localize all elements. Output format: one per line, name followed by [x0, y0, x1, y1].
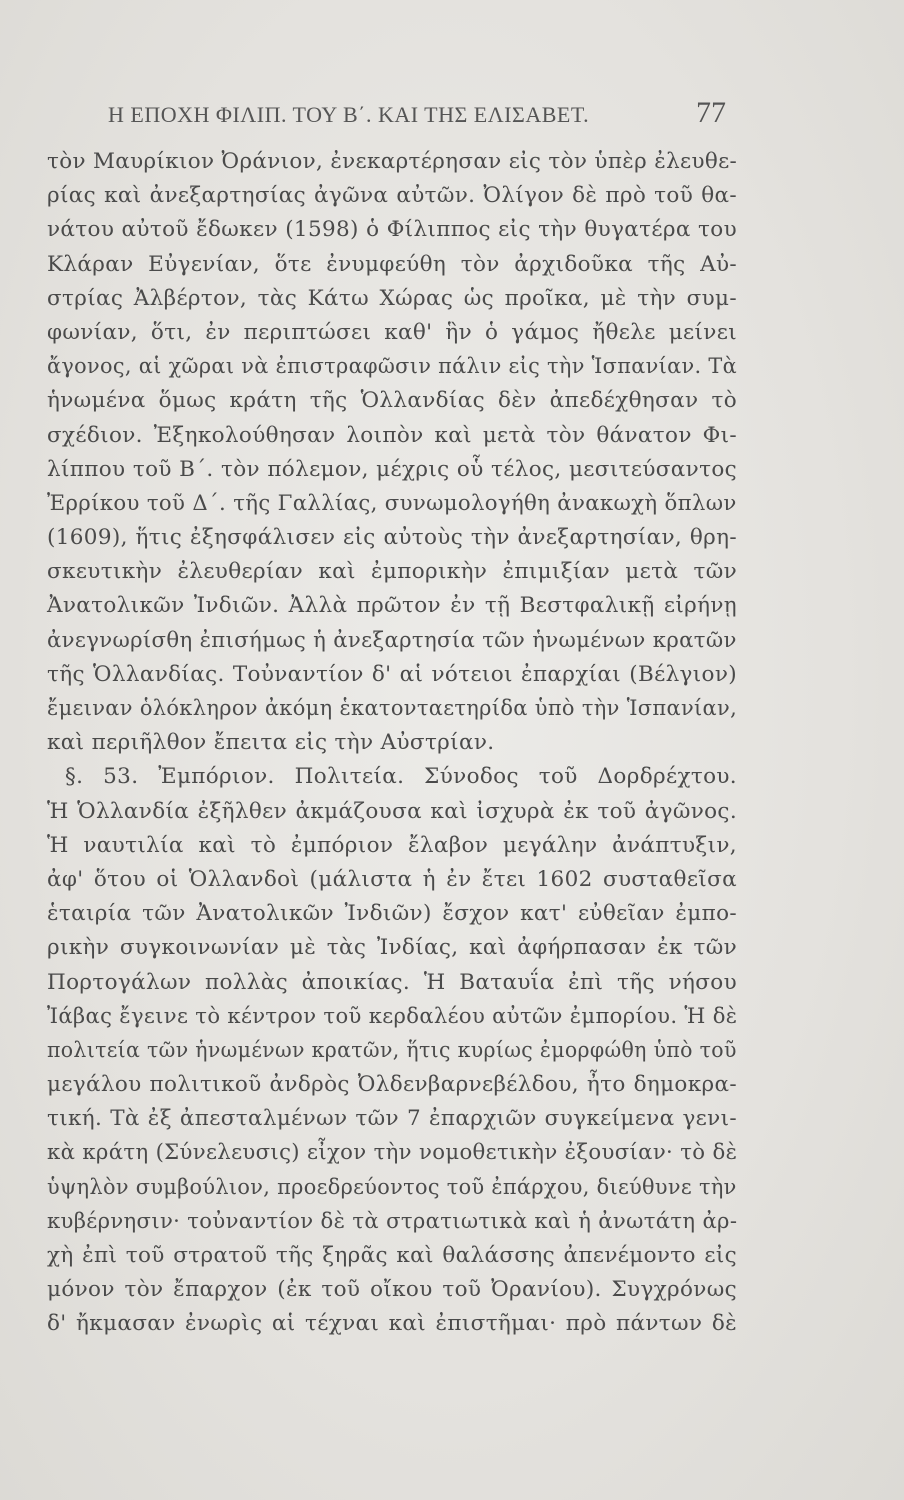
text-line: κυβέρνησιν· τοὐναντίον δὲ τὰ στρατιωτικὰ καὶ ἡ ἀνωτάτη ἀρ-: [47, 1208, 738, 1234]
text-line: ἄγονος, αἱ χῶραι νὰ ἐπιστραφῶσιν πάλιν εἰς τὴν Ἱσπανίαν. Τὰ: [47, 354, 737, 380]
section-heading: §. 53. Ἐμπόριον. Πολιτεία. Σύνοδος τοῦ Δορδρέχτου.: [65, 764, 737, 790]
text-line: δ' ἤκμασαν ἐνωρὶς αἱ τέχναι καὶ ἐπιστῆμαι· πρὸ πάντων δὲ: [47, 1311, 737, 1337]
text-line: ἀφ' ὅτου οἱ Ὁλλανδοὶ (μάλιστα ἡ ἐν ἔτει 1602 συσταθεῖσα: [47, 866, 737, 892]
text-line: λίππου τοῦ Β΄. τὸν πόλεμον, μέχρις οὗ τέλος, μεσιτεύσαντος: [47, 456, 737, 482]
text-line: ἀνεγνωρίσθη ἐπισήμως ἡ ἀνεξαρτησία τῶν ἡνωμένων κρατῶν: [47, 627, 737, 653]
text-line: (1609), ἥτις ἐξησφάλισεν εἰς αὐτοὺς τὴν ἀνεξαρτησίαν, θρη-: [47, 525, 737, 551]
text-line: σκευτικὴν ἐλευθερίαν καὶ ἐμπορικὴν ἐπιμιξίαν μετὰ τῶν: [47, 559, 737, 585]
text-line: τὸν Μαυρίκιον Ὀράνιον, ἐνεκαρτέρησαν εἰς τὸν ὑπὲρ ἐλευθε-: [47, 149, 738, 174]
text-line: τική. Τὰ ἐξ ἀπεσταλμένων τῶν 7 ἐπαρχιῶν συγκείμενα γενι-: [47, 1106, 737, 1132]
text-line: ρικὴν συγκοινωνίαν μὲ τὰς Ἰνδίας, καὶ ἀφήρπασαν ἐκ τῶν: [47, 935, 737, 961]
text-line: μεγάλου πολιτικοῦ ἀνδρὸς Ὀλδενβαρνεβέλδου, ἦτο δημοκρα-: [47, 1072, 737, 1098]
running-head: Η ΕΠΟΧΗ ΦΙΛΙΠ. ΤΟΥ Β΄. ΚΑΙ ΤΗΣ ΕΛΙΣΑΒΕΤ.: [108, 102, 590, 127]
text-line: Ἀνατολικῶν Ἰνδιῶν. Ἀλλὰ πρῶτον ἐν τῇ Βεστφαλικῇ εἰρήνῃ: [47, 593, 737, 619]
text-line: ἑταιρία τῶν Ἀνατολικῶν Ἰνδιῶν) ἔσχον κατ' εὐθεῖαν ἐμπο-: [47, 901, 737, 927]
text-line: ἔμειναν ὁλόκληρον ἀκόμη ἑκατονταετηρίδα ὑπὸ τὴν Ἱσπανίαν,: [47, 696, 738, 721]
text-line: Ἡ ναυτιλία καὶ τὸ ἐμπόριον ἔλαβον μεγάλην ἀνάπτυξιν,: [47, 832, 737, 858]
text-line: τῆς Ὁλλανδίας. Τοὐναντίον δ' αἱ νότειοι ἐπαρχίαι (Βέλγιον): [47, 661, 737, 687]
text-line: νάτου αὐτοῦ ἔδωκεν (1598) ὁ Φίλιππος εἰς τὴν θυγατέρα του: [47, 217, 737, 243]
body-text: [47, 145, 737, 1342]
text-line: ρίας καὶ ἀνεξαρτησίας ἀγῶνα αὐτῶν. Ὀλίγον δὲ πρὸ τοῦ θα-: [47, 183, 737, 209]
text-line: Ἐρρίκου τοῦ Δ΄. τῆς Γαλλίας, συνωμολογήθη ἀνακωχὴ ὅπλων: [47, 490, 737, 516]
page-number: 77: [696, 96, 726, 129]
page-header: [108, 96, 726, 136]
text-line: Ἰάβας ἔγεινε τὸ κέντρον τοῦ κερδαλέου αὐτῶν ἐμπορίου. Ἡ δὲ: [47, 1003, 738, 1029]
text-line: σχέδιον. Ἐξηκολούθησαν λοιπὸν καὶ μετὰ τὸν θάνατον Φι-: [47, 422, 737, 448]
text-line: ἡνωμένα ὅμως κράτη τῆς Ὁλλανδίας δὲν ἀπεδέχθησαν τὸ: [47, 388, 737, 414]
text-line: πολιτεία τῶν ἡνωμένων κρατῶν, ἥτις κυρίως ἐμορφώθη ὑπὸ τοῦ: [47, 1037, 737, 1063]
text-line: Πορτογάλων πολλὰς ἀποικίας. Ἡ Βαταυΐα ἐπὶ τῆς νήσου: [47, 969, 737, 995]
text-line: Κλάραν Εὐγενίαν, ὅτε ἐνυμφεύθη τὸν ἀρχιδοῦκα τῆς Αὐ-: [47, 251, 737, 277]
text-line: ὑψηλὸν συμβούλιον, προεδρεύοντος τοῦ ἐπάρχου, διεύθυνε τὴν: [47, 1174, 737, 1200]
text-line: Ἡ Ὁλλανδία ἐξῆλθεν ἀκμάζουσα καὶ ἰσχυρὰ ἐκ τοῦ ἀγῶνος.: [47, 798, 737, 824]
text-line: καὶ περιῆλθον ἔπειτα εἰς τὴν Αὐστρίαν.: [47, 730, 495, 756]
text-line: φωνίαν, ὅτι, ἐν περιπτώσει καθ' ἣν ὁ γάμος ἤθελε μείνει: [47, 319, 737, 345]
text-line: χὴ ἐπὶ τοῦ στρατοῦ τῆς ξηρᾶς καὶ θαλάσσης ἀπενέμοντο εἰς: [47, 1243, 737, 1268]
text-line: κὰ κράτη (Σύνελευσις) εἶχον τὴν νομοθετικὴν ἐξουσίαν· τὸ δὲ: [47, 1140, 738, 1166]
text-line: μόνον τὸν ἔπαρχον (ἐκ τοῦ οἴκου τοῦ Ὀρανίου). Συγχρόνως: [47, 1277, 737, 1303]
text-line: στρίας Ἀλβέρτον, τὰς Κάτω Χώρας ὡς προῖκα, μὲ τὴν συμ-: [47, 285, 737, 311]
